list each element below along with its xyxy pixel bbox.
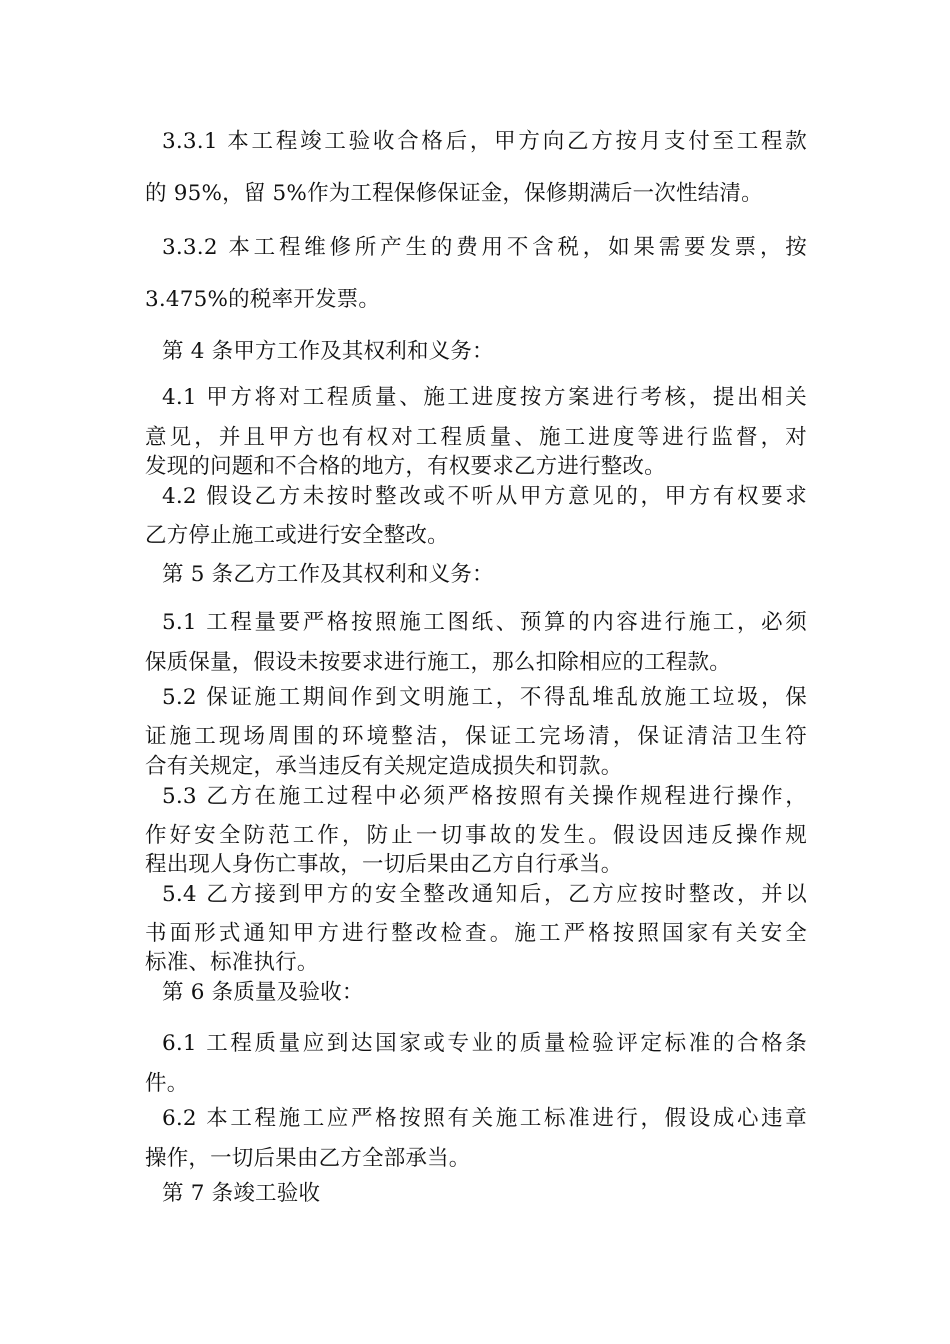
text-line: 5.1 工程量要严格按照施工图纸、预算的内容进行施工，必须 [162, 610, 807, 635]
section-heading: 第 5 条乙方工作及其权利和义务： [162, 562, 494, 587]
text-line: 4.2 假设乙方未按时整改或不听从甲方意见的，甲方有权要求 [162, 484, 807, 509]
text-line: 3.3.2 本工程维修所产生的费用不含税，如果需要发票，按 [162, 235, 807, 260]
text-line: 3.475%的税率开发票。 [145, 287, 381, 312]
text-line: 意见，并且甲方也有权对工程质量、施工进度等进行监督，对 [145, 425, 807, 450]
text-line: 5.3 乙方在施工过程中必须严格按照有关操作规程进行操作， [162, 784, 807, 809]
text-line: 3.3.1 本工程竣工验收合格后，甲方向乙方按月支付至工程款 [162, 129, 807, 154]
section-heading: 第 7 条竣工验收 [162, 1181, 321, 1206]
text-line: 操作，一切后果由乙方全部承当。 [145, 1146, 471, 1171]
text-line: 的 95%，留 5%作为工程保修保证金，保修期满后一次性结清。 [145, 181, 763, 206]
section-heading: 第 4 条甲方工作及其权利和义务： [162, 339, 494, 364]
text-line: 5.4 乙方接到甲方的安全整改通知后，乙方应按时整改，并以 [162, 882, 807, 907]
text-line: 作好安全防范工作，防止一切事故的发生。假设因违反操作规 [145, 823, 807, 848]
text-line: 件。 [145, 1071, 189, 1096]
text-line: 书面形式通知甲方进行整改检查。施工严格按照国家有关安全 [145, 921, 807, 946]
text-line: 5.2 保证施工期间作到文明施工，不得乱堆乱放施工垃圾，保 [162, 685, 807, 710]
text-line: 标准、标准执行。 [145, 950, 319, 975]
text-line: 合有关规定，承当违反有关规定造成损失和罚款。 [145, 754, 623, 779]
text-line: 发现的问题和不合格的地方，有权要求乙方进行整改。 [145, 454, 666, 479]
section-heading: 第 6 条质量及验收： [162, 980, 364, 1005]
text-line: 乙方停止施工或进行安全整改。 [145, 523, 449, 548]
text-line: 4.1 甲方将对工程质量、施工进度按方案进行考核，提出相关 [162, 385, 807, 410]
text-line: 程出现人身伤亡事故，一切后果由乙方自行承当。 [145, 852, 623, 877]
text-line: 6.1 工程质量应到达国家或专业的质量检验评定标准的合格条 [162, 1031, 807, 1056]
text-line: 6.2 本工程施工应严格按照有关施工标准进行，假设成心违章 [162, 1106, 807, 1131]
text-line: 保质保量，假设未按要求进行施工，那么扣除相应的工程款。 [145, 650, 731, 675]
text-line: 证施工现场周围的环境整洁，保证工完场清，保证清洁卫生符 [145, 724, 807, 749]
